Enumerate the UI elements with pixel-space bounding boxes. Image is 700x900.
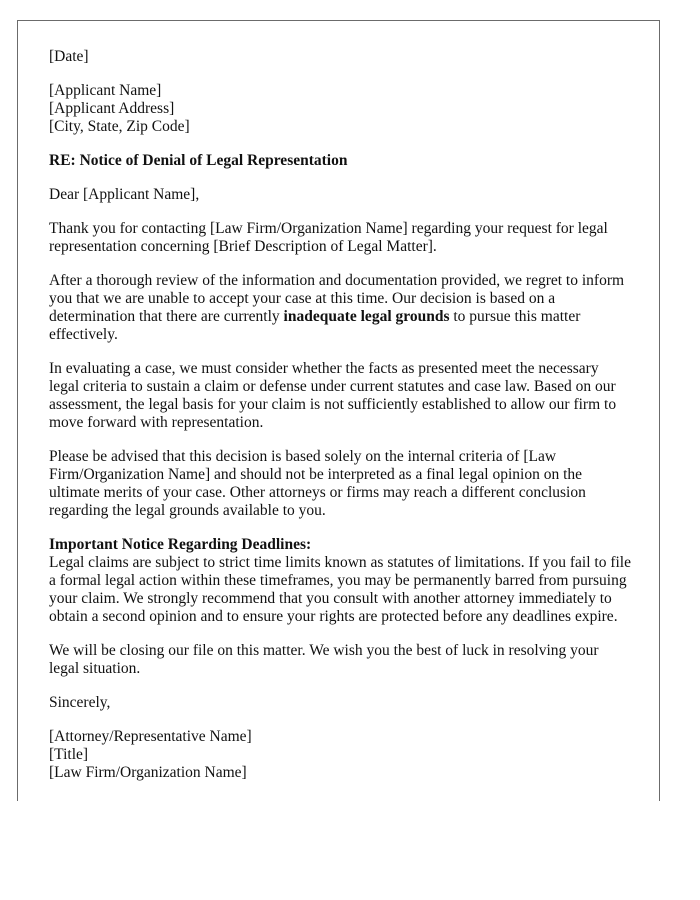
signature-title: [Title]	[49, 746, 89, 763]
paragraph-disclaimer: Please be advised that this decision is based solely on the internal criteria of [Law Firm/Organization Name] and should not be interpreted as a final legal opinion on the ultimate merits of your case. Other attorneys or firms may reach a different conclusion regarding the legal grounds available to you.	[49, 448, 586, 519]
deadline-notice-heading: Important Notice Regarding Deadlines:	[49, 536, 312, 553]
closing: Sincerely,	[49, 694, 111, 711]
deadline-notice-body: Legal claims are subject to strict time limits known as statutes of limitations. If you fail to file a formal legal action within these timeframes, you may be permanently barred from pursuing your claim. We strongly recommend that you consult with another attorney immediately to obtain a second opinion and to ensure your rights are protected before any deadlines expire.	[49, 554, 631, 625]
paragraph-decision-end: to pursue this matter effectively.	[49, 308, 581, 343]
recipient-city: [City, State, Zip Code]	[49, 118, 190, 135]
paragraph-intro: Thank you for contacting [Law Firm/Organization Name] regarding your request for legal representation concerning [Brief Description of Legal Matter].	[49, 220, 608, 255]
recipient-name: [Applicant Name]	[49, 82, 162, 99]
paragraph-decision-emphasis: inadequate legal grounds	[283, 308, 450, 325]
letter-subject: RE: Notice of Denial of Legal Representation	[49, 152, 348, 169]
paragraph-decision-start: After a thorough review of the information and documentation provided, we regret to inform you that we are unable to accept your case at this time. Our decision is based on a determination that there are currently	[49, 272, 625, 325]
signature-block	[49, 728, 631, 782]
paragraph-decision	[49, 272, 631, 344]
salutation: Dear [Applicant Name],	[49, 186, 200, 203]
deadline-notice	[49, 536, 631, 626]
recipient-address: [Applicant Address]	[49, 100, 175, 117]
paragraph-closing-file: We will be closing our file on this matter. We wish you the best of luck in resolving your legal situation.	[49, 642, 599, 677]
letter-page	[17, 20, 660, 801]
letter-date: [Date]	[49, 48, 89, 65]
signature-name: [Attorney/Representative Name]	[49, 728, 252, 745]
paragraph-evaluation: In evaluating a case, we must consider whether the facts as presented meet the necessary legal criteria to sustain a claim or defense under current statutes and case law. Based on our assessment, the legal basis for your claim is not sufficiently established to allow our firm to move forward with representation.	[49, 360, 617, 431]
signature-firm: [Law Firm/Organization Name]	[49, 764, 247, 781]
recipient-block	[49, 82, 631, 136]
